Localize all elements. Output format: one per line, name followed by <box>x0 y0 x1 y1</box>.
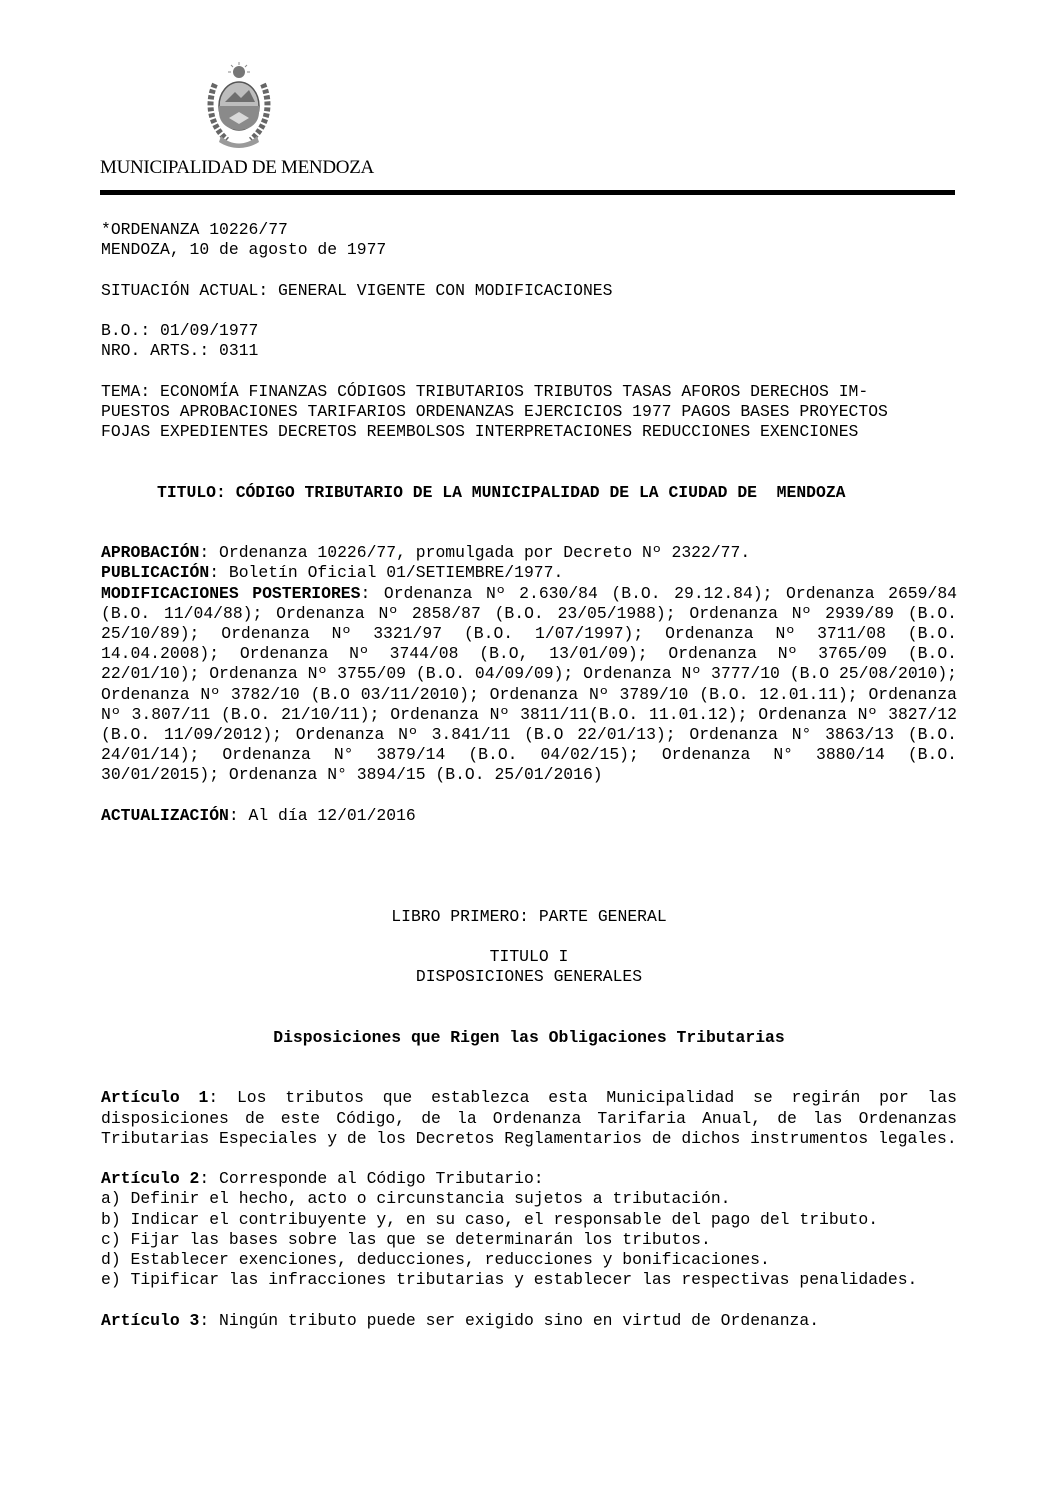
article-2-label: Artículo 2 <box>101 1169 200 1189</box>
modificaciones-text: : Ordenanza Nº 2.630/84 (B.O. 29.12.84); Ordenanza 2659/84 (B.O. 11/04/88); Ordenanza Nº 2858/87 (B.O. 23/05/1988); Ordenanza Nº 2939/89 (B.O. 25/10/89); Ordenanza Nº 3321/97 (B.O. 1/07/1997); Ordenanza Nº 3711/08 (B.O. 14.04.2008); Ordenanza Nº 3744/08 (B.O, 13/01/09); Ordenanza Nº 3765/09 (B.O. 22/01/10); Ordenanza Nº 3755/09 (B.O. 04/09/09); Ordenanza Nº 3777/10 (B.O 25/08/2010); Ordenanza Nº 3782/10 (B.O 03/11/2010); Ordenanza Nº 3789/10 (B.O. 12.01.11); Ordenanza Nº 3.807/11 (B.O. 21/10/11); Ordenanza Nº 3811/11(B.O. 11.01.12); Ordenanza Nº 3827/12 (B.O. 11/09/2012); Ordenanza Nº 3.841/11 (B.O 22/01/13); Ordenanza N° 3863/13 (B.O. 24/01/14); Ordenanza N° 3879/14 (B.O. 04/02/15); Ordenanza N° 3880/14 (B.O. 30/01/2015); Ordenanza N° 3894/15 (B.O. 25/01/2016) <box>101 583 957 785</box>
document-body <box>101 220 957 1331</box>
article-1-text: : Los tributos que establezca esta Municipalidad se regirán por las disposiciones de este Código, de la Ordenanza Tarifaria Anual, de las Ordenanzas Tributarias Especiales y de los Decretos Reglamentarios de dichos instrumentos legales. <box>101 1088 957 1148</box>
article-3-text: : Ningún tributo puede ser exigido sino en virtud de Ordenanza. <box>199 1310 820 1330</box>
article-3 <box>101 1311 957 1331</box>
article-2-item: a) Definir el hecho, acto o circunstancia sujetos a tributación. <box>101 1189 731 1209</box>
article-2-item: c) Fijar las bases sobre las que se determinarán los tributos. <box>101 1229 711 1249</box>
coat-of-arms-icon <box>205 62 273 148</box>
article-2-item: b) Indicar el contribuyente y, en su caso, el responsable del pago del tributo. <box>101 1209 879 1229</box>
municipality-name: MUNICIPALIDAD DE MENDOZA <box>100 157 374 178</box>
publicacion-label: PUBLICACIÓN <box>101 563 210 583</box>
aprobacion-line <box>101 543 957 563</box>
article-1-label: Artículo 1 <box>101 1088 209 1108</box>
status-line: SITUACIÓN ACTUAL: GENERAL VIGENTE CON MODIFICACIONES <box>101 280 613 300</box>
article-2-text: : Corresponde al Código Tributario: <box>199 1169 544 1189</box>
document-title: TITULO: CÓDIGO TRIBUTARIO DE LA MUNICIPALIDAD DE LA CIUDAD DE MENDOZA <box>157 482 846 502</box>
header-divider <box>100 190 955 195</box>
aprobacion-text: : Ordenanza 10226/77, promulgada por Decreto Nº 2322/77. <box>199 543 751 563</box>
article-2-item: d) Establecer exenciones, deducciones, reducciones y bonificaciones. <box>101 1250 770 1270</box>
ordinance-date: MENDOZA, 10 de agosto de 1977 <box>101 240 387 260</box>
modificaciones-paragraph <box>101 584 957 786</box>
article-2-item: e) Tipificar las infracciones tributarias y establecer las respectivas penalidades. <box>101 1270 918 1290</box>
publicacion-text: : Boletín Oficial 01/SETIEMBRE/1977. <box>209 563 564 583</box>
libro-heading: LIBRO PRIMERO: PARTE GENERAL <box>391 906 667 926</box>
section-subtitle: Disposiciones que Rigen las Obligaciones Tributarias <box>273 1027 785 1047</box>
tema-line: PUESTOS APROBACIONES TARIFARIOS ORDENANZAS EJERCICIOS 1977 PAGOS BASES PROYECTOS <box>101 401 888 421</box>
tema-line: FOJAS EXPEDIENTES DECRETOS REEMBOLSOS INTERPRETACIONES REDUCCIONES EXENCIONES <box>101 421 859 441</box>
article-1 <box>101 1088 957 1149</box>
titulo-i-heading: TITULO I <box>489 947 569 967</box>
actualizacion-label: ACTUALIZACIÓN <box>101 805 229 825</box>
ordinance-number: *ORDENANZA 10226/77 <box>101 220 288 239</box>
article-3-label: Artículo 3 <box>101 1310 200 1330</box>
arts-line: NRO. ARTS.: 0311 <box>101 341 259 361</box>
article-2 <box>101 1169 957 1189</box>
aprobacion-label: APROBACIÓN <box>101 543 200 563</box>
actualizacion-line <box>101 806 957 826</box>
actualizacion-text: : Al día 12/01/2016 <box>228 805 416 825</box>
publicacion-line <box>101 563 957 583</box>
bo-line: B.O.: 01/09/1977 <box>101 320 259 340</box>
tema-line: TEMA: ECONOMÍA FINANZAS CÓDIGOS TRIBUTARIOS TRIBUTOS TASAS AFOROS DERECHOS IM- <box>101 381 869 401</box>
disposiciones-heading: DISPOSICIONES GENERALES <box>415 967 643 987</box>
modificaciones-label: MODIFICACIONES POSTERIORES <box>101 583 361 603</box>
